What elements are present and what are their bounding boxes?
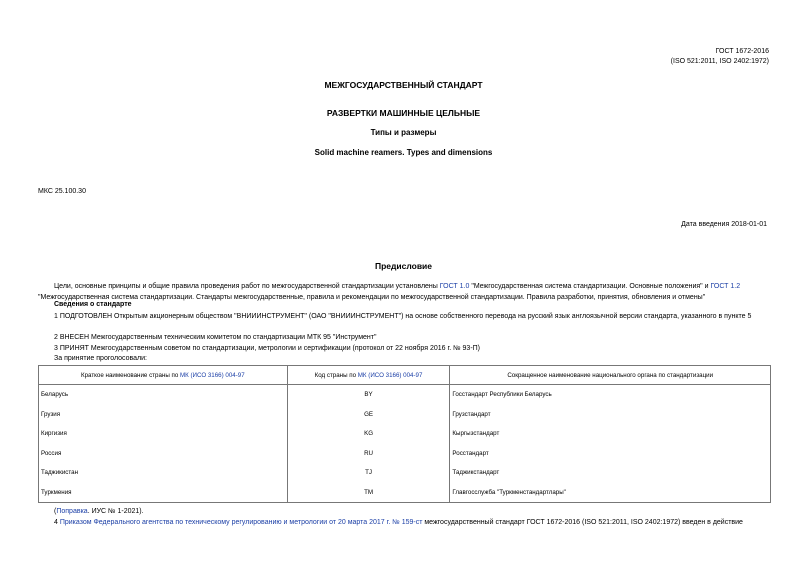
table-row — [39, 463, 771, 483]
mks-code: МКС 25.100.30 — [38, 188, 86, 195]
mk-iso-3166-link[interactable]: МК (ИСО 3166) 004-97 — [357, 371, 423, 379]
country-code-cell: GE — [287, 405, 450, 425]
document-header — [671, 47, 769, 67]
country-code-cell: TM — [287, 483, 450, 503]
voted-label: За принятие проголосовали: — [54, 355, 147, 362]
foreword-heading: Предисловие — [374, 261, 433, 271]
national-body-cell: Главгосслужба "Туркменстандартлары" — [450, 483, 771, 503]
column-header-national-body: Сокращенное наименование национального органа по стандартизации — [450, 366, 771, 385]
item-4-text: 4 — [54, 519, 60, 526]
amendment-text: ( — [54, 508, 57, 515]
country-cell: Беларусь — [39, 385, 288, 405]
item-3-adopted-by: 3 ПРИНЯТ Межгосударственным советом по стандартизации, метрологии и сертификации (протокол от 22 ноября 2016 г. № 93-П) — [54, 345, 481, 352]
item-1-prepared-by: 1 ПОДГОТОВЛЕН Открытым акционерным обществом "ВНИИИНСТРУМЕНТ" (ОАО "ВНИИИНСТРУМЕНТ") на основе собственного перевода на русский язык англоязычной версии стандарта, указанного в пункте 5 — [54, 313, 752, 320]
foreword-text: "Межгосударственная система стандартизации. Основные положения" и — [469, 283, 711, 290]
iso-references: (ISO 521:2011, ISO 2402:1972) — [670, 58, 769, 65]
document-title-english: Solid machine reamers. Types and dimensions — [314, 148, 493, 157]
column-header-text: Код страны по — [314, 371, 358, 379]
foreword-text: Цели, основные принципы и общие правила проведения работ по межгосударственной стандартизации установлены — [54, 283, 440, 290]
gost-1-0-link[interactable]: ГОСТ 1.0 — [439, 283, 470, 290]
mk-iso-3166-link[interactable]: МК (ИСО 3166) 004-97 — [180, 371, 245, 379]
country-code-cell: RU — [287, 444, 450, 464]
country-cell: Киргизия — [39, 424, 288, 444]
rosstandart-order-link[interactable]: Приказом Федерального агентства по техническому регулированию и метрологии от 20 марта 2017 г. № 159-ст — [59, 519, 423, 526]
table-row — [39, 444, 771, 464]
table-header-row — [39, 366, 771, 385]
introduction-date: Дата введения 2018-01-01 — [681, 221, 767, 228]
column-header-code — [287, 366, 450, 385]
standard-info-heading: Сведения о стандарте — [54, 301, 132, 308]
national-body-cell: Таджикстандарт — [450, 463, 771, 483]
country-code-cell: TJ — [287, 463, 450, 483]
table-row — [39, 405, 771, 425]
national-body-cell: Грузстандарт — [450, 405, 771, 425]
item-4-text: межгосударственный стандарт ГОСТ 1672-2016 (ISO 521:2011, ISO 2402:1972) введен в действие — [422, 519, 743, 526]
country-code-cell: KG — [287, 424, 450, 444]
table-row — [39, 424, 771, 444]
national-body-cell: Кыргызстандарт — [450, 424, 771, 444]
national-body-cell: Росстандарт — [450, 444, 771, 464]
table-row — [39, 483, 771, 503]
country-cell: Туркмения — [39, 483, 288, 503]
document-title: РАЗВЕРТКИ МАШИННЫЕ ЦЕЛЬНЫЕ — [326, 108, 481, 118]
document-subtitle: Типы и размеры — [370, 128, 437, 137]
item-4-put-into-effect — [54, 519, 743, 526]
table-row — [39, 385, 771, 405]
foreword-text: "Межгосударственная система стандартизации. Стандарты межгосударственные, правила и рекомендации по межгосударственной стандартизации. Правила разработки, принятия, обновления и отмены" — [38, 294, 706, 301]
amendment-text: . ИУС № 1-2021). — [87, 508, 144, 515]
item-2-submitted-by: 2 ВНЕСЕН Межгосударственным техническим комитетом по стандартизации МТК 95 "Инструмент" — [54, 334, 377, 341]
country-code-cell: BY — [287, 385, 450, 405]
column-header-text: Краткое наименование страны по — [80, 371, 180, 379]
country-cell: Грузия — [39, 405, 288, 425]
amendment-link[interactable]: Поправка — [56, 508, 88, 515]
country-cell: Россия — [39, 444, 288, 464]
standard-number: ГОСТ 1672-2016 — [715, 48, 769, 55]
interstate-standard-label: МЕЖГОСУДАРСТВЕННЫЙ СТАНДАРТ — [324, 80, 483, 90]
column-header-country — [39, 366, 288, 385]
gost-1-2-link[interactable]: ГОСТ 1.2 — [710, 283, 741, 290]
amendment-note — [54, 508, 144, 515]
country-cell: Таджикистан — [39, 463, 288, 483]
national-body-cell: Госстандарт Республики Беларусь — [450, 385, 771, 405]
voting-countries-table — [38, 365, 771, 503]
foreword-paragraph — [38, 281, 771, 303]
